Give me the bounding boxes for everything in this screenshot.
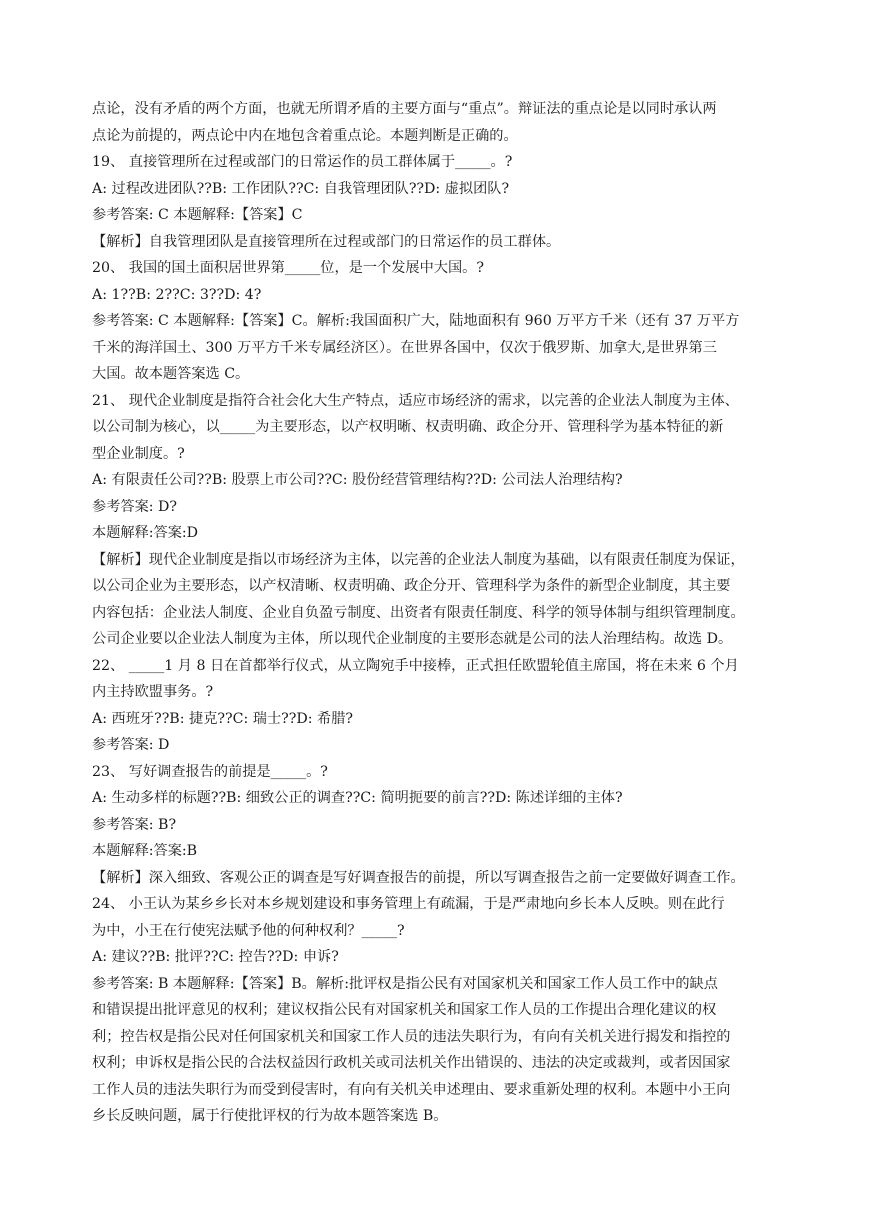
question-23-explanation: 本题解释:答案:B [92, 843, 198, 859]
question-21-options: A: 有限责任公司??B: 股票上市公司??C: 股份经营管理结构??D: 公司法人治理结构? [92, 472, 623, 488]
question-24-answer: 参考答案: B 本题解释:【答案】B。解析:批评权是指公民有对国家机关和国家工作人员工作中的缺点 [92, 975, 718, 992]
question-20-answer: 参考答案: C 本题解释:【答案】C。解析:我国面积广大，陆地面积有 960 万平方千米（还有 37 万平方 [92, 313, 740, 329]
question-21-analysis-cont: 内容包括：企业法人制度、企业自负盈亏制度、出资者有限责任制度、科学的领导体制与组织管理制度。 [92, 604, 745, 621]
question-24-answer-cont: 乡长反映问题，属于行使批评权的行为故本题答案选 B。 [92, 1108, 448, 1124]
question-20-answer-cont: 千米的海洋国土、300 万平方千米专属经济区）。在世界各国中，仅次于俄罗斯、加拿大,是世界第三 [92, 339, 717, 356]
question-24-answer-cont: 权利；申诉权是指公民的合法权益因行政机关或司法机关作出错误的、违法的决定或裁判，或者因国家 [92, 1055, 731, 1071]
question-24-answer-cont: 工作人员的违法失职行为而受到侵害时，有向有关机关申述理由、要求重新处理的权利。本题中小王向 [92, 1081, 731, 1098]
question-24-options: A: 建议??B: 批评??C: 控告??D: 申诉? [92, 949, 339, 965]
question-19-options: A: 过程改进团队??B: 工作团队??C: 自我管理团队??D: 虚拟团队? [92, 180, 510, 197]
question-21-stem: 21、 现代企业制度是指符合社会化大生产特点，适应市场经济的需求，以完善的企业法人制度为主体、 [92, 392, 739, 409]
question-22-stem: 22、 _____1 月 8 日在首都举行仪式，从立陶宛手中接棒，正式担任欧盟轮值主席国，将在未来 6 个月 [92, 657, 739, 674]
question-21-analysis: 【解析】现代企业制度是指以市场经济为主体，以完善的企业法人制度为基础，以有限责任制度为保证， [92, 551, 745, 568]
question-19-stem: 19、 直接管理所在过程或部门的日常运作的员工群体属于_____。? [92, 154, 513, 170]
question-20-options: A: 1??B: 2??C: 3??D: 4? [92, 286, 262, 303]
question-24-stem: 24、 小王认为某乡乡长对本乡规划建设和事务管理上有疏漏，于是严肃地向乡长本人反映。则在此行 [92, 896, 725, 912]
question-20-answer-cont: 大国。故本题答案选 C。 [92, 366, 250, 382]
question-24-answer-cont: 和错误提出批评意见的权利；建议权指公民有对国家机关和国家工作人员的工作提出合理化建议的权 [92, 1002, 717, 1018]
document-body [92, 96, 784, 1130]
text-line: 点论，没有矛盾的两个方面，也就无所谓矛盾的主要方面与“重点”。辩证法的重点论是以同时承认两 [92, 101, 717, 117]
question-19-analysis: 【解析】自我管理团队是直接管理所在过程或部门的日常运作的员工群体。 [92, 233, 561, 250]
question-20-stem: 20、 我国的国土面积居世界第_____位，是一个发展中大国。? [92, 260, 484, 276]
question-21-answer: 参考答案: D? [92, 498, 178, 515]
question-21-stem-cont: 以公司制为核心，以_____为主要形态，以产权明晰、权责明确、政企分开、管理科学为基本特征的新 [92, 419, 724, 435]
text-line: 点论为前提的，两点论中内在地包含着重点论。本题判断是正确的。 [92, 127, 518, 144]
question-21-explanation: 本题解释:答案:D [92, 525, 199, 541]
question-19-answer: 参考答案: C 本题解释:【答案】C [92, 207, 303, 223]
question-22-options: A: 西班牙??B: 捷克??C: 瑞士??D: 希腊? [92, 710, 353, 727]
question-24-answer-cont: 利；控告权是指公民对任何国家机关和国家工作人员的违法失职行为，有向有关机关进行揭发和指控的 [92, 1028, 731, 1045]
question-21-analysis-cont: 以公司企业为主要形态，以产权清晰、权责明确、政企分开、管理科学为条件的新型企业制度，其主要 [92, 578, 731, 594]
question-22-stem-cont: 内主持欧盟事务。? [92, 684, 214, 700]
question-21-stem-cont: 型企业制度。? [92, 445, 185, 462]
question-24-stem-cont: 为中，小王在行使宪法赋予他的何种权利？_____? [92, 922, 405, 939]
question-23-analysis: 【解析】深入细致、客观公正的调查是写好调查报告的前提，所以写调查报告之前一定要做好调查工作。 [92, 869, 745, 886]
question-23-stem: 23、 写好调查报告的前提是_____。? [92, 763, 328, 780]
question-21-analysis-cont: 公司企业要以企业法人制度为主体，所以现代企业制度的主要形态就是公司的法人治理结构。故选 D。 [92, 631, 733, 647]
question-22-answer: 参考答案: D [92, 737, 170, 753]
question-23-answer: 参考答案: B? [92, 816, 177, 833]
question-23-options: A: 生动多样的标题??B: 细致公正的调查??C: 简明扼要的前言??D: 陈述详细的主体? [92, 790, 623, 806]
